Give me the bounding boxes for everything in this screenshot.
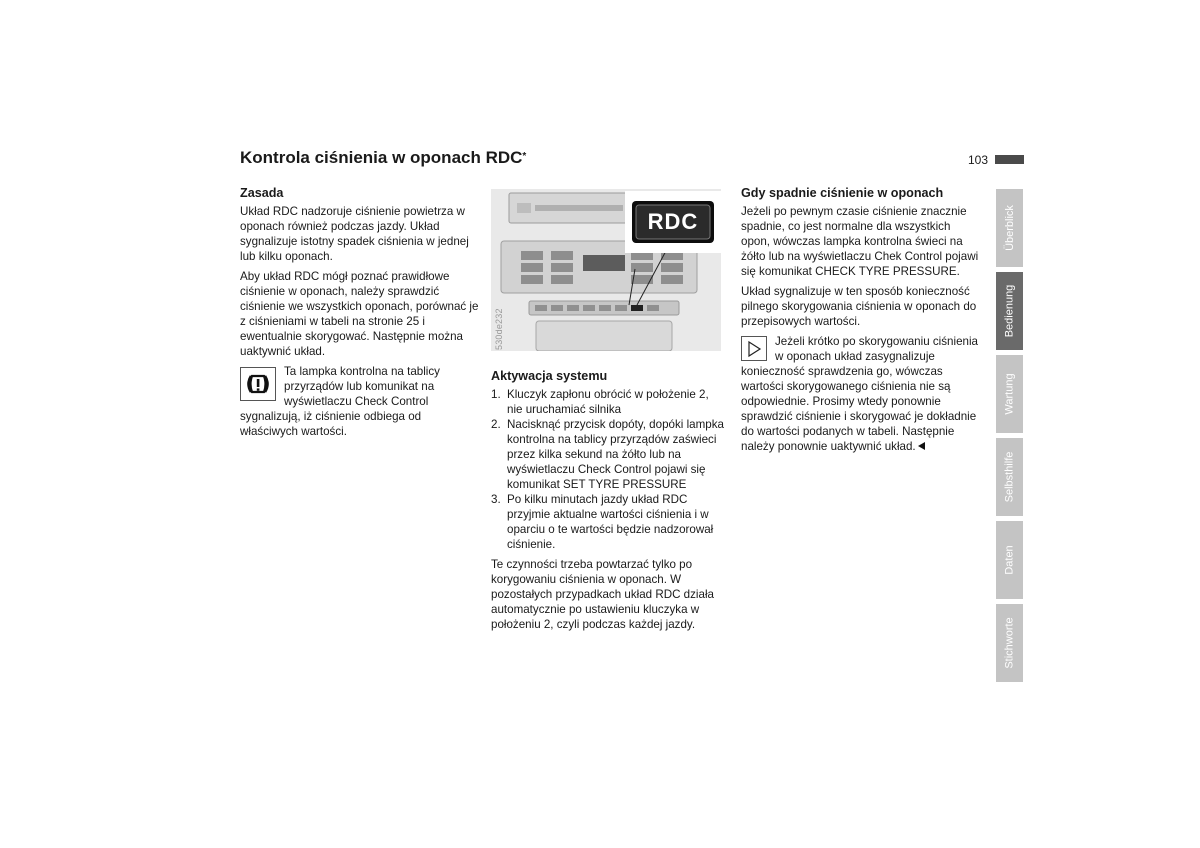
paragraph-pressure-drop-2: Układ sygnalizuje w ten sposób konieczność pilnego skorygowania ciśnienia w oponach do przepisowych wartości. [741, 285, 977, 328]
note-block [741, 334, 981, 454]
figure-code: 530de232 [494, 308, 504, 350]
tab-bedienung[interactable] [996, 272, 1023, 350]
column-activation [491, 368, 727, 637]
tab-stichworte[interactable] [996, 604, 1023, 682]
end-mark-icon [918, 442, 925, 450]
column-principle [240, 185, 480, 444]
paragraph-note [741, 334, 981, 454]
tab-label: Selbsthilfe [1003, 451, 1016, 503]
paragraph-activation-end: Te czynności trzeba powtarzać tylko po korygowaniu ciśnienia w oponach. W pozostałych przypadkach układ RDC działa automatycznie po ustawieniu kluczyka w położeniu 2, czyli podczas każdej jazdy. [491, 558, 714, 631]
tab-daten[interactable] [996, 521, 1023, 599]
heading-principle: Zasada [240, 186, 284, 200]
paragraph-warning-lamp: Ta lampka kontrolna na tablicy przyrządów lub komunikat na wyświetlaczu Check Control sygnalizują, iż ciśnienie odbiega od właściwych wartości. [240, 365, 440, 438]
tyre-pressure-warning-icon [240, 367, 276, 401]
step-item [491, 417, 727, 492]
tab-label: Bedienung [1003, 284, 1016, 338]
paragraph-pressure-drop-1: Jeżeli po pewnym czasie ciśnienie znacznie spadnie, co jest normalne dla wszystkich opon, wówczas lampka kontrolna świeci na żółto lub na wyświetlaczu Chek Control pojawi się komunikat CHECK TYRE PRESSURE. [741, 205, 979, 278]
step-number: 3. [491, 493, 501, 506]
tab-uberblick[interactable] [996, 189, 1023, 267]
page-title [240, 148, 526, 168]
tab-selbsthilfe[interactable] [996, 438, 1023, 516]
page-title-text: Kontrola ciśnienia w oponach RDC [240, 148, 523, 167]
note-triangle-icon [741, 336, 767, 361]
tab-label: Wartung [1003, 373, 1016, 415]
console-figure [491, 189, 721, 351]
heading-activation: Aktywacja systemu [491, 369, 608, 383]
step-text: Po kilku minutach jazdy układ RDC przyjmie aktualne wartości ciśnienia i w oparciu o te wartości będzie nadzorował ciśnienie. [507, 493, 714, 551]
page-number-bar [995, 155, 1024, 164]
warning-lamp-note [240, 364, 480, 439]
note-text: Jeżeli krótko po skorygowaniu ciśnienia w oponach układ zasygnalizuje konieczność sprawdzenia go, wówczas wartości skorygowanego ciśnienia nie są odpowiednie. Prosimy wtedy ponownie sprawdzić ciśnienie i skorygować je dokładnie do wartości podanych w tabeli. Następnie należy ponownie uaktywnić układ. [741, 335, 978, 453]
paragraph-principle-2: Aby układ RDC mógł poznać prawidłowe ciśnienie w oponach, należy sprawdzić ciśnienie we wszystkich oponach, porównać je z ciśnieniami w tabeli na stronie 25 i ewentualnie skorygować. Następnie można uaktywnić układ. [240, 270, 479, 358]
rdc-button-label: RDC [647, 209, 699, 234]
page-number: 103 [968, 153, 989, 167]
step-number: 2. [491, 418, 501, 431]
tab-label: Überblick [1003, 205, 1016, 251]
step-number: 1. [491, 388, 501, 401]
tab-label: Stichworte [1003, 617, 1016, 669]
step-text: Nacisknąć przycisk dopóty, dopóki lampka kontrolna na tablicy przyrządów zaświeci przez kilka sekund na żółto lub na wyświetlaczu Check Control pojawi się komunikat SET TYRE PRESSURE [507, 418, 724, 491]
tab-label: Daten [1003, 545, 1016, 575]
title-asterisk: * [522, 151, 527, 162]
paragraph-principle-1: Układ RDC nadzoruje ciśnienie powietrza w oponach również podczas jazdy. Układ sygnalizuje istotny spadek ciśnienia w jednej lub kilku oponach. [240, 205, 469, 263]
step-item [491, 387, 727, 417]
step-text: Kluczyk zapłonu obrócić w położenie 2, nie uruchamiać silnika [507, 388, 709, 416]
column-pressure-drop [741, 185, 981, 459]
tab-wartung[interactable] [996, 355, 1023, 433]
activation-steps [491, 387, 727, 552]
step-item [491, 492, 727, 552]
heading-pressure-drop: Gdy spadnie ciśnienie w oponach [741, 186, 944, 200]
